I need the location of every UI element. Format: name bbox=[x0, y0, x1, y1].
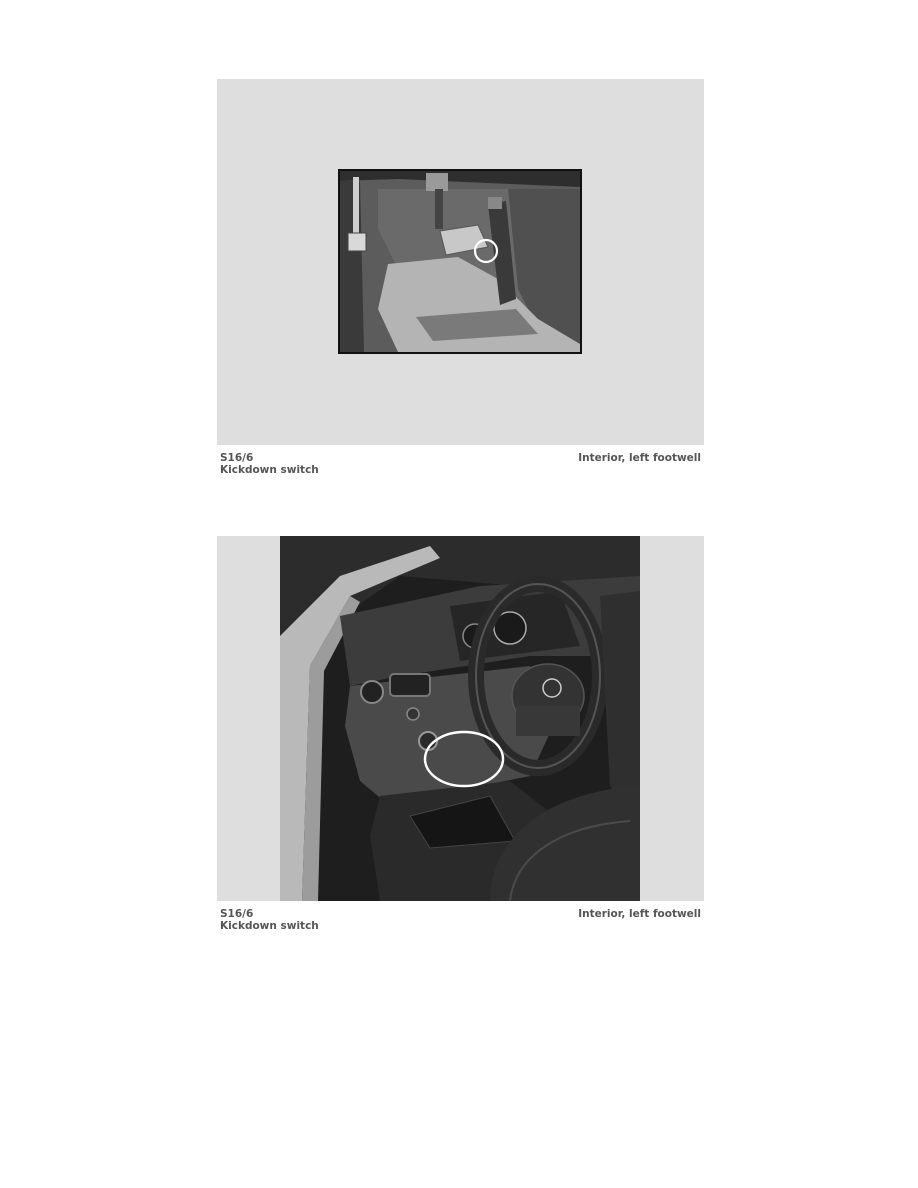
figure-2-component-code: S16/6 bbox=[220, 908, 254, 920]
figure-1-component-code: S16/6 bbox=[220, 452, 254, 464]
figure-1 bbox=[217, 79, 704, 482]
figure-1-component-name: Kickdown switch bbox=[220, 464, 319, 476]
figure-2 bbox=[217, 536, 704, 938]
figure-2-panel bbox=[217, 536, 704, 901]
figure-2-location: Interior, left footwell bbox=[578, 908, 701, 920]
figure-2-caption-left bbox=[220, 908, 319, 932]
figure-1-caption bbox=[217, 452, 704, 482]
footwell-pedals-photo bbox=[338, 169, 582, 354]
figure-1-panel bbox=[217, 79, 704, 445]
figure-1-location: Interior, left footwell bbox=[578, 452, 701, 464]
interior-dashboard-photo bbox=[280, 536, 640, 901]
figure-1-caption-left bbox=[220, 452, 319, 476]
figure-2-component-name: Kickdown switch bbox=[220, 920, 319, 932]
figure-2-caption bbox=[217, 908, 704, 938]
